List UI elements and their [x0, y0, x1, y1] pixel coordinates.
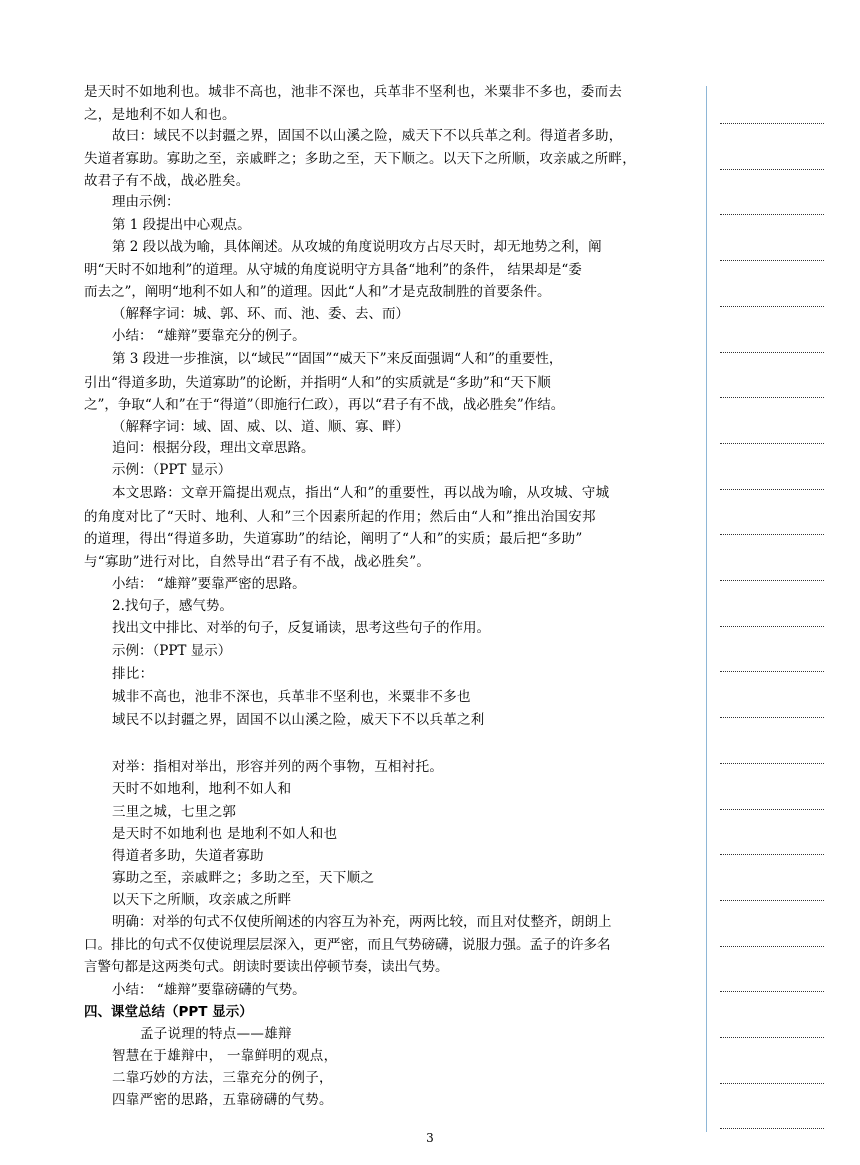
text-line: 追问：根据分段，理出文章思路。 — [112, 440, 315, 456]
note-line — [720, 534, 824, 535]
text-line: 找出文中排比、对举的句子，反复诵读，思考这些句子的作用。 — [112, 620, 490, 636]
note-line — [720, 946, 824, 947]
text-line: 小结： “雄辩”要靠充分的例子。 — [112, 328, 306, 344]
note-line — [720, 489, 824, 490]
note-line — [720, 443, 824, 444]
text-line: 之”，争取“人和”在于“得道”（即施行仁政），再以“君子有不战，战必胜矣”作结。 — [84, 397, 565, 413]
note-line — [720, 214, 824, 215]
text-line: 以天下之所顺，攻亲戚之所畔 — [112, 892, 292, 908]
text-line: 失道者寡助。寡助之至，亲戚畔之；多助之至，天下顺之。以天下之所顺，攻亲戚之所畔， — [84, 151, 636, 167]
text-line: 与“寡助”进行对比，自然导出“君子有不战，战必胜矣”。 — [84, 554, 431, 570]
text-line: 四、课堂总结（PPT 显示） — [84, 1004, 253, 1020]
text-line: 第 3 段进一步推演，以“域民”“固国”“威天下”来反面强调“人和”的重要性， — [112, 351, 563, 367]
note-line — [720, 306, 824, 307]
text-line: 引出“得道多助，失道寡助”的论断，并指明“人和”的实质就是“多助”和“天下顺 — [84, 375, 551, 391]
text-line: 理由示例： — [112, 194, 180, 210]
note-line — [720, 1128, 824, 1129]
note-line — [720, 1083, 824, 1084]
text-line: 明确：对举的句式不仅使所阐述的内容互为补充，两两比较，而且对仗整齐，朗朗上 — [112, 914, 612, 930]
text-line: 排比： — [112, 666, 154, 682]
text-line: 得道者多助，失道者寡助 — [112, 848, 264, 864]
text-line: 是天时不如地利也。城非不高也，池非不深也，兵革非不坚利也，米粟非不多也，委而去 — [84, 84, 623, 100]
note-line — [720, 352, 824, 353]
text-line: 是天时不如地利也 是地利不如人和也 — [112, 826, 338, 842]
text-line: 口。排比的句式不仅使说理层层深入，更严密，而且气势磅礴，说服力强。孟子的许多名 — [84, 937, 611, 953]
text-line: 对举：指相对举出，形容并列的两个事物，互相衬托。 — [112, 759, 444, 775]
text-line: 示例：（PPT 显示） — [112, 462, 232, 478]
text-line: 的道理，得出“得道多助，失道寡助”的结论，阐明了“人和”的实质；最后把“多助” — [84, 531, 583, 547]
notes-column — [720, 0, 830, 1165]
text-line: 四靠严密的思路，五靠磅礴的气势。 — [112, 1092, 333, 1108]
note-line — [720, 991, 824, 992]
text-line: 城非不高也，池非不深也，兵革非不坚利也，米粟非不多也 — [112, 689, 471, 705]
note-line — [720, 260, 824, 261]
text-line: 而去之”，阐明“地利不如人和”的道理。因此“人和”才是克敌制胜的首要条件。 — [84, 284, 551, 300]
text-line: （解释字词：城、郭、环、而、池、委、去、而） — [112, 306, 409, 322]
text-line: 示例：（PPT 显示） — [112, 643, 232, 659]
note-line — [720, 717, 824, 718]
text-line: 故曰：域民不以封疆之界，固国不以山溪之险，威天下不以兵革之利。得道者多助， — [112, 128, 623, 144]
note-line — [720, 671, 824, 672]
text-line: 智慧在于雄辩中， 一靠鲜明的观点， — [112, 1048, 338, 1064]
page-number: 3 — [426, 1131, 434, 1145]
text-line: 明“天时不如地利”的道理。从守城的角度说明守方具备“地利”的条件， 结果却是“委 — [84, 262, 582, 278]
text-line: 第 2 段以战为喻，具体阐述。从攻城的角度说明攻方占尽天时，却无地势之利，阐 — [112, 239, 602, 255]
note-line — [720, 854, 824, 855]
text-line: 天时不如地利，地利不如人和 — [112, 781, 292, 797]
text-line: 本文思路：文章开篇提出观点，指出“人和”的重要性，再以战为喻，从攻城、守城 — [112, 485, 610, 501]
margin-divider — [706, 86, 707, 1132]
text-line: 故君子有不战，战必胜矣。 — [84, 173, 250, 189]
text-line: （解释字词：域、固、威、以、道、顺、寡、畔） — [112, 419, 409, 435]
note-line — [720, 169, 824, 170]
text-line: 第 1 段提出中心观点。 — [112, 217, 251, 233]
text-line: 孟子说理的特点——雄辩 — [140, 1026, 292, 1042]
text-line: 小结： “雄辩”要靠磅礴的气势。 — [112, 982, 306, 998]
note-line — [720, 900, 824, 901]
note-line — [720, 763, 824, 764]
note-line — [720, 397, 824, 398]
text-line: 寡助之至，亲戚畔之；多助之至，天下顺之 — [112, 870, 375, 886]
text-line: 二靠巧妙的方法，三靠充分的例子， — [112, 1070, 333, 1086]
note-line — [720, 1037, 824, 1038]
note-line — [720, 580, 824, 581]
text-line: 域民不以封疆之界，固国不以山溪之险，威天下不以兵革之利 — [112, 712, 485, 728]
note-line — [720, 809, 824, 810]
note-line — [720, 626, 824, 627]
text-line: 三里之城，七里之郭 — [112, 804, 237, 820]
text-line: 之，是地利不如人和也。 — [84, 107, 236, 123]
text-line: 的角度对比了“天时、地利、人和”三个因素所起的作用；然后由“人和”推出治国安邦 — [84, 509, 596, 525]
text-line: 言警句都是这两类句式。朗读时要读出停顿节奏，读出气势。 — [84, 959, 449, 975]
text-line: 2.找句子，感气势。 — [112, 598, 233, 614]
text-line: 小结： “雄辩”要靠严密的思路。 — [112, 576, 306, 592]
note-line — [720, 123, 824, 124]
